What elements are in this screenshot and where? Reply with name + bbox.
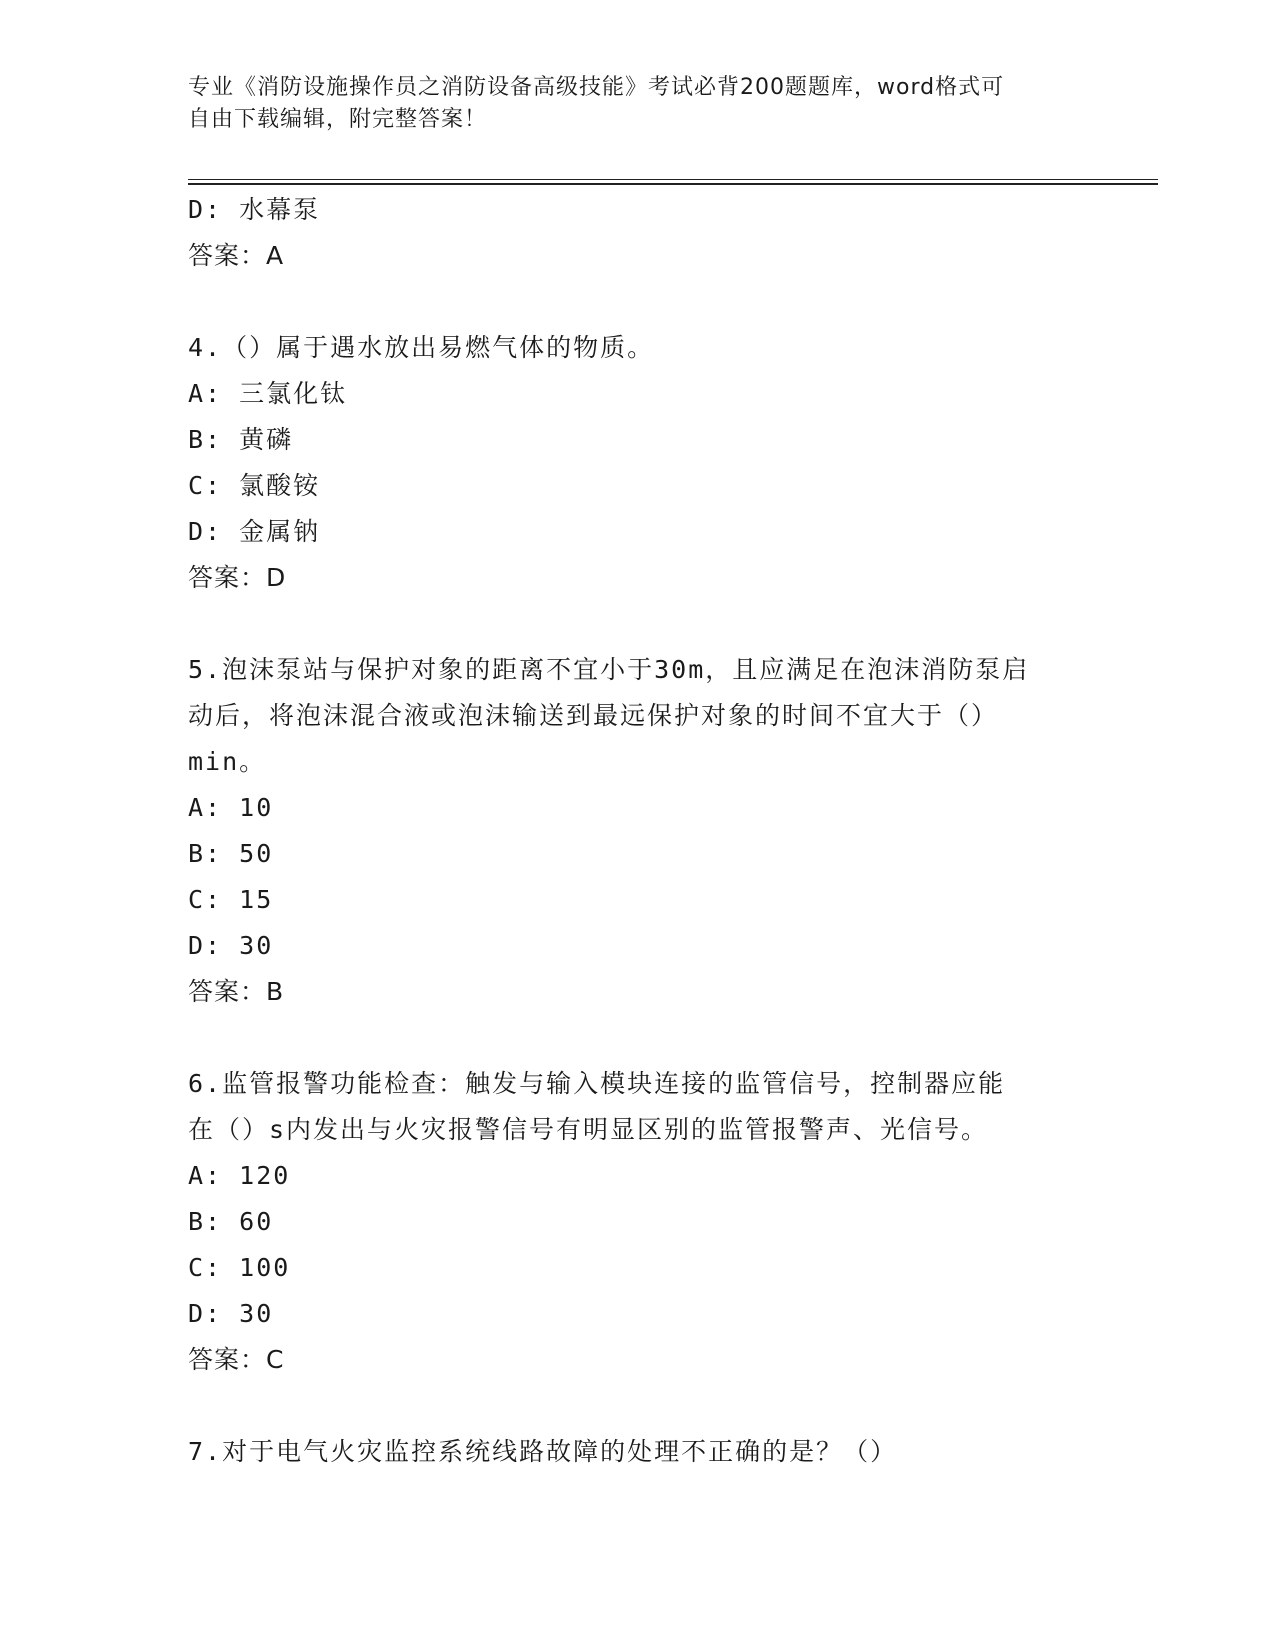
q5-question-line-2: 动后，将泡沫混合液或泡沫输送到最远保护对象的时间不宜大于（） bbox=[188, 701, 999, 730]
header-line-1: 专业《消防设施操作员之消防设备高级技能》考试必背200题题库，word格式可 bbox=[188, 75, 1005, 100]
q6-question-line-2: 在（）s内发出与火灾报警信号有明显区别的监管报警声、光信号。 bbox=[188, 1115, 989, 1144]
q5-option-d: D: 30 bbox=[188, 931, 274, 960]
q3-option-d: D: 水幕泵 bbox=[188, 195, 321, 224]
question-list bbox=[188, 187, 1088, 1475]
q4-option-b: B: 黄磷 bbox=[188, 425, 294, 454]
spacer bbox=[188, 1383, 1088, 1429]
spacer bbox=[188, 601, 1088, 647]
q4-option-c: C: 氯酸铵 bbox=[188, 471, 321, 500]
document-header bbox=[188, 72, 1068, 136]
q6-option-d: D: 30 bbox=[188, 1299, 274, 1328]
q3-answer: 答案：A bbox=[188, 241, 285, 270]
q7-question: 7.对于电气火灾监控系统线路故障的处理不正确的是？（） bbox=[188, 1437, 898, 1466]
q6-option-b: B: 60 bbox=[188, 1207, 274, 1236]
q6-question-line-1: 6.监管报警功能检查：触发与输入模块连接的监管信号，控制器应能 bbox=[188, 1069, 1006, 1098]
q5-option-c: C: 15 bbox=[188, 885, 274, 914]
q4-option-d: D: 金属钠 bbox=[188, 517, 321, 546]
q5-question-line-1: 5.泡沫泵站与保护对象的距离不宜小于30m，且应满足在泡沫消防泵启 bbox=[188, 655, 1030, 684]
q6-answer: 答案：C bbox=[188, 1345, 285, 1374]
q4-question: 4.（）属于遇水放出易燃气体的物质。 bbox=[188, 333, 655, 362]
header-divider-thin bbox=[188, 179, 1158, 180]
q5-question-line-3: min。 bbox=[188, 747, 267, 776]
q6-option-a: A: 120 bbox=[188, 1161, 291, 1190]
q5-option-a: A: 10 bbox=[188, 793, 274, 822]
q6-option-c: C: 100 bbox=[188, 1253, 291, 1282]
q5-option-b: B: 50 bbox=[188, 839, 274, 868]
spacer bbox=[188, 1015, 1088, 1061]
header-line-2: 自由下载编辑，附完整答案！ bbox=[188, 107, 488, 132]
q4-option-a: A: 三氯化钛 bbox=[188, 379, 348, 408]
q4-answer: 答案：D bbox=[188, 563, 287, 592]
header-divider-thick bbox=[188, 183, 1158, 185]
q5-answer: 答案：B bbox=[188, 977, 285, 1006]
spacer bbox=[188, 279, 1088, 325]
